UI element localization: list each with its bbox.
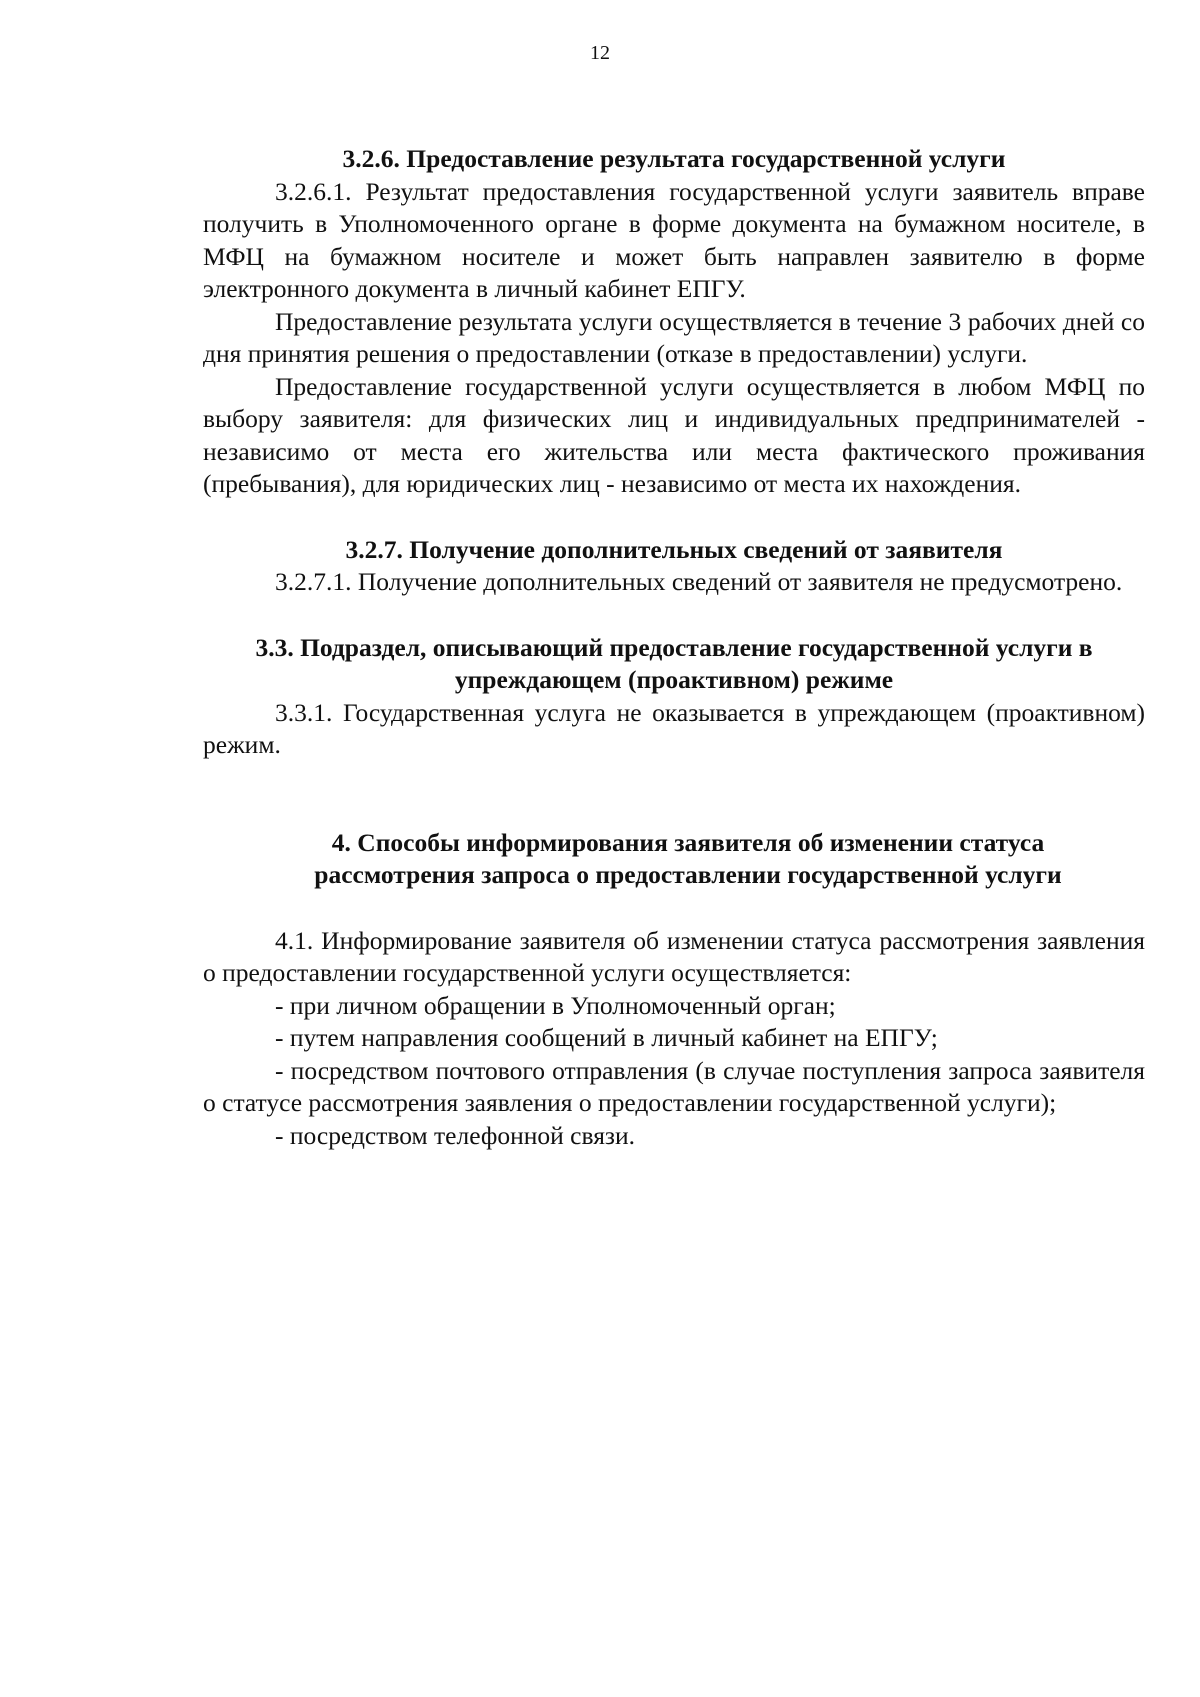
paragraph-3-3-1: 3.3.1. Государственная услуга не оказывается в упреждающем (проактивном) режим. [203,697,1145,759]
section-heading-3-3-line1: 3.3. Подраздел, описывающий предоставление государственной услуги в [255,632,1093,662]
paragraph-3-2-7-1: 3.2.7.1. Получение дополнительных сведений от заявителя не предусмотрено. [275,567,1123,596]
list-item: - при личном обращении в Уполномоченный орган; [275,990,836,1020]
paragraph-3-2-6-1: 3.2.6.1. Результат предоставления государственной услуги заявитель вправе получить в Уполномоченного органе в форме документа на бумажном носителе, в МФЦ на бумажном носителе и может быть направлен заявителю в форме электронного документа в личный кабинет ЕПГУ. [203,176,1145,303]
section-heading-3-2-6: 3.2.6. Предоставление результата государственной услуги [342,144,1006,173]
list-item: - путем направления сообщений в личный кабинет на ЕПГУ; [275,1023,938,1052]
paragraph-mfc-choice: Предоставление государственной услуги осуществляется в любом МФЦ по выбору заявителя: для физических лиц и индивидуальных предпринимателей - независимо от места его жительства или места фактического проживания (пребывания), для юридических лиц - независимо от места их нахождения. [203,371,1145,498]
section-heading-3-3-line2: упреждающем (проактивном) режиме [454,665,894,694]
list-item: - посредством телефонной связи. [275,1120,636,1150]
section-heading-3-2-7: 3.2.7. Получение дополнительных сведений от заявителя [345,534,1003,564]
chapter-heading-4-line2: рассмотрения запроса о предоставлении государственной услуги [314,860,1062,889]
document-body [203,143,1145,1152]
list-item: - посредством почтового отправления (в случае поступления запроса заявителя о статусе рассмотрения заявления о предоставлении государственной услуги); [203,1055,1145,1117]
page-number: 12 [590,42,610,64]
paragraph-result-term: Предоставление результата услуги осуществляется в течение 3 рабочих дней со дня принятия решения о предоставлении (отказе в предоставлении) услуги. [203,306,1145,368]
chapter-heading-4-line1: 4. Способы информирования заявителя об изменении статуса [331,827,1045,857]
paragraph-4-1: 4.1. Информирование заявителя об изменении статуса рассмотрения заявления о предоставлении государственной услуги осуществляется: [203,925,1145,987]
